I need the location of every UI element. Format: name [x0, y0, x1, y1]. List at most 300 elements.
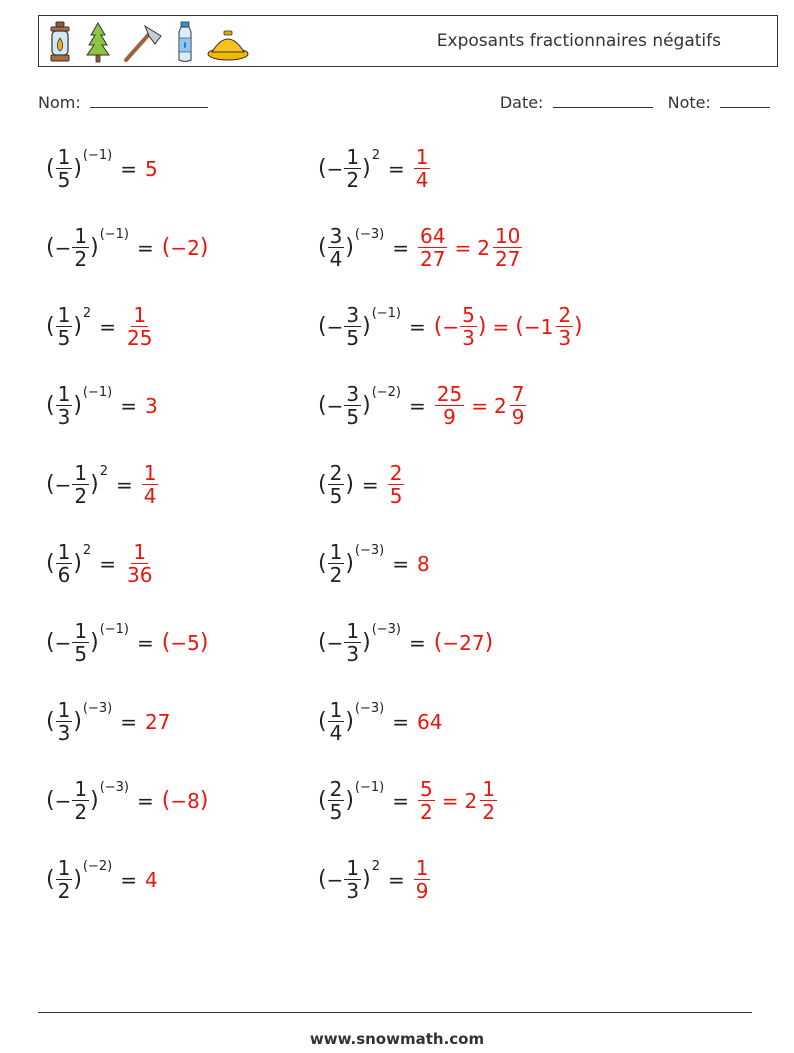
- footer-url: www.snowmath.com: [309, 1030, 485, 1048]
- denominator: 6: [57, 563, 71, 587]
- equals-sign: =: [99, 551, 116, 576]
- paren-open: (: [318, 314, 327, 339]
- question: [46, 541, 91, 586]
- answer: [434, 304, 583, 349]
- fraction: [414, 857, 431, 902]
- numerator: 3: [329, 224, 343, 248]
- equals-sign: =: [471, 393, 488, 418]
- paren-open: (: [318, 472, 327, 497]
- denominator: 3: [346, 642, 360, 666]
- paren-close: ): [345, 788, 354, 813]
- denominator: 9: [415, 879, 429, 903]
- fraction: [56, 699, 73, 744]
- denominator: 2: [346, 168, 360, 192]
- name-field: [38, 93, 208, 112]
- paren-close: ): [345, 551, 354, 576]
- problem-item: [318, 620, 493, 665]
- question: [318, 620, 401, 665]
- denominator: 3: [57, 721, 71, 745]
- fraction: [493, 225, 522, 270]
- equals-sign: =: [120, 709, 137, 734]
- problem-item: [46, 778, 208, 823]
- fraction: [480, 778, 497, 823]
- equals-sign: =: [392, 709, 409, 734]
- exponent: (−1): [82, 385, 113, 400]
- answer: [387, 462, 406, 507]
- integer: 5: [187, 630, 200, 655]
- paren-open: (: [318, 235, 327, 260]
- denominator: 5: [57, 168, 71, 192]
- name-blank[interactable]: [90, 93, 208, 108]
- paren-open: (: [46, 788, 55, 813]
- fraction: [72, 620, 89, 665]
- date-blank[interactable]: [553, 93, 653, 108]
- minus-sign: −: [326, 314, 344, 339]
- paren-close: ): [90, 630, 99, 655]
- exponent: (−2): [371, 385, 401, 400]
- answer: [124, 541, 155, 586]
- pine-tree-icon: [83, 20, 113, 64]
- numerator: 1: [133, 540, 147, 564]
- problem-item: [318, 699, 442, 744]
- numerator: 1: [57, 145, 71, 169]
- problem-item: [318, 462, 405, 507]
- minus-sign: −: [326, 156, 344, 181]
- integer: 64: [417, 709, 443, 734]
- question: [318, 541, 384, 586]
- numerator: 1: [415, 145, 429, 169]
- fraction: [435, 383, 464, 428]
- equals-sign: =: [409, 314, 426, 339]
- whole-part: 2: [493, 393, 507, 418]
- question: [46, 383, 112, 428]
- exponent: (−3): [354, 227, 385, 242]
- paren-open: (: [46, 235, 55, 260]
- paren-open: (: [46, 709, 55, 734]
- equals-sign: =: [392, 788, 409, 813]
- minus-sign: −: [326, 393, 344, 418]
- numerator: 1: [74, 461, 88, 485]
- denominator: 9: [443, 405, 456, 429]
- paren-open: (: [515, 314, 524, 339]
- fraction: [56, 541, 73, 586]
- numerator: 1: [482, 777, 495, 801]
- paren-open: (: [318, 156, 327, 181]
- exponent: (−2): [82, 859, 113, 874]
- denominator: 2: [74, 247, 88, 271]
- lantern-icon: [45, 20, 75, 64]
- whole-part: 2: [477, 235, 490, 260]
- paren-close: ): [362, 630, 371, 655]
- integer: 4: [145, 867, 158, 892]
- numerator: 2: [329, 777, 343, 801]
- answer: [162, 788, 209, 813]
- paren-close: ): [362, 314, 371, 339]
- exponent: (−1): [99, 622, 129, 637]
- problem-item: [318, 304, 583, 349]
- equals-sign: =: [120, 393, 137, 418]
- paren-open: (: [318, 630, 327, 655]
- equals-sign: =: [120, 867, 137, 892]
- numerator: 2: [329, 461, 343, 485]
- minus-sign: −: [170, 630, 188, 655]
- problem-item: [46, 146, 158, 191]
- minus-sign: −: [54, 472, 72, 497]
- fraction: [56, 857, 73, 902]
- paren-close: ): [73, 709, 82, 734]
- paren-open: (: [318, 867, 327, 892]
- denominator: 3: [346, 879, 360, 903]
- fraction: [328, 778, 345, 823]
- denominator: 5: [74, 642, 88, 666]
- exponent: 2: [82, 543, 92, 558]
- equals-sign: =: [392, 235, 409, 260]
- note-blank[interactable]: [720, 93, 770, 108]
- denominator: 3: [558, 326, 572, 350]
- denominator: 5: [57, 326, 71, 350]
- problem-item: [318, 541, 430, 586]
- question: [318, 146, 380, 191]
- paren-open: (: [46, 314, 55, 339]
- paren-open: (: [46, 867, 55, 892]
- exponent: (−3): [354, 701, 385, 716]
- numerator: 5: [462, 303, 475, 327]
- water-bottle-icon: [173, 20, 197, 64]
- numerator: 1: [346, 619, 360, 643]
- paren-close: ): [345, 235, 354, 260]
- numerator: 1: [133, 303, 147, 327]
- equals-sign: =: [392, 551, 409, 576]
- numerator: 1: [415, 856, 429, 880]
- numerator: 1: [57, 303, 71, 327]
- fraction: [328, 225, 345, 270]
- equals-sign: =: [99, 314, 116, 339]
- question: [318, 304, 401, 349]
- question: [318, 699, 384, 744]
- question: [46, 304, 91, 349]
- equals-sign: =: [409, 393, 426, 418]
- question: [46, 462, 108, 507]
- answer: [124, 304, 155, 349]
- problem-item: [318, 778, 498, 823]
- numerator: 1: [143, 461, 157, 485]
- minus-sign: −: [170, 235, 188, 260]
- numerator: 3: [346, 382, 360, 406]
- paren-close: ): [484, 630, 494, 655]
- answer: [413, 146, 432, 191]
- denominator: 2: [482, 800, 495, 824]
- paren-close: ): [345, 472, 354, 497]
- answer: [413, 857, 432, 902]
- paren-close: ): [73, 867, 82, 892]
- date-label: Date:: [499, 93, 544, 112]
- equals-sign: =: [137, 630, 154, 655]
- minus-sign: −: [326, 630, 344, 655]
- paren-open: (: [318, 551, 327, 576]
- numerator: 3: [346, 303, 360, 327]
- paren-close: ): [477, 314, 487, 339]
- denominator: 2: [74, 484, 88, 508]
- exponent: (−1): [82, 148, 113, 163]
- integer: 3: [145, 393, 158, 418]
- denominator: 25: [126, 326, 153, 350]
- paren-close: ): [362, 156, 371, 181]
- icon-strip: [45, 19, 251, 65]
- denominator: 27: [420, 247, 446, 271]
- problem-item: [46, 383, 158, 428]
- name-label: Nom:: [38, 93, 81, 112]
- problem-item: [46, 462, 159, 507]
- fraction: [344, 383, 361, 428]
- denominator: 27: [494, 247, 521, 271]
- paren-close: ): [73, 156, 82, 181]
- paren-close: ): [199, 630, 209, 655]
- fraction: [142, 462, 159, 507]
- integer: 5: [145, 156, 158, 181]
- integer: 27: [145, 709, 171, 734]
- numerator: 7: [511, 382, 525, 406]
- denominator: 4: [329, 247, 343, 271]
- question: [46, 857, 112, 902]
- fraction: [344, 857, 361, 902]
- problem-item: [46, 699, 170, 744]
- denominator: 4: [329, 721, 343, 745]
- whole-part: 2: [464, 788, 478, 813]
- minus-sign: −: [442, 630, 460, 655]
- denominator: 3: [462, 326, 475, 350]
- answer: [434, 383, 528, 428]
- answer: [417, 778, 498, 823]
- paren-open: (: [46, 393, 55, 418]
- denominator: 36: [126, 563, 153, 587]
- denominator: 3: [57, 405, 71, 429]
- paren-close: ): [90, 788, 99, 813]
- exponent: (−1): [99, 227, 129, 242]
- denominator: 5: [346, 405, 360, 429]
- question: [318, 857, 380, 902]
- axe-icon: [121, 20, 165, 64]
- numerator: 1: [329, 698, 343, 722]
- equals-sign: =: [441, 788, 459, 813]
- question: [46, 699, 112, 744]
- paren-close: ): [362, 867, 371, 892]
- paren-close: ): [362, 393, 371, 418]
- equals-sign: =: [387, 156, 405, 181]
- question: [46, 778, 129, 823]
- exponent: 2: [371, 148, 380, 163]
- paren-open: (: [433, 314, 443, 339]
- equals-sign: =: [137, 788, 154, 813]
- equals-sign: =: [454, 235, 472, 260]
- worksheet-header: [38, 15, 778, 67]
- equals-sign: =: [492, 314, 510, 339]
- question: [318, 462, 354, 507]
- exponent: 2: [82, 306, 92, 321]
- problem-item: [318, 857, 431, 902]
- fraction: [418, 225, 447, 270]
- fraction: [388, 462, 405, 507]
- denominator: 2: [329, 563, 343, 587]
- fraction: [556, 304, 573, 349]
- answer: [417, 710, 442, 734]
- denominator: 4: [415, 168, 429, 192]
- denominator: 2: [420, 800, 433, 824]
- question: [46, 225, 129, 270]
- answer: [417, 225, 523, 270]
- problem-item: [46, 304, 155, 349]
- numerator: 64: [420, 224, 446, 248]
- paren-close: ): [73, 551, 82, 576]
- fraction: [56, 304, 73, 349]
- denominator: 9: [511, 405, 525, 429]
- denominator: 2: [57, 879, 71, 903]
- numerator: 1: [74, 224, 88, 248]
- problem-item: [318, 383, 527, 428]
- problem-item: [318, 225, 523, 270]
- numerator: 1: [57, 856, 71, 880]
- minus-sign: −: [442, 314, 460, 339]
- fraction: [72, 225, 89, 270]
- integer: 8: [417, 551, 430, 576]
- fraction: [72, 778, 89, 823]
- footer-divider: [38, 1012, 752, 1013]
- note-label: Note:: [667, 93, 711, 112]
- answer: [417, 552, 430, 576]
- paren-close: ): [199, 788, 209, 813]
- minus-sign: −: [326, 867, 344, 892]
- integer: 2: [187, 235, 200, 260]
- exponent: (−3): [371, 622, 401, 637]
- minus-sign: −: [523, 314, 541, 339]
- exponent: 2: [371, 859, 380, 874]
- equals-sign: =: [361, 472, 379, 497]
- worksheet-title: Exposants fractionnaires négatifs: [436, 31, 721, 51]
- paren-close: ): [90, 472, 99, 497]
- paren-open: (: [318, 788, 327, 813]
- equals-sign: =: [409, 630, 426, 655]
- numerator: 5: [420, 777, 433, 801]
- exponent: 2: [99, 464, 108, 479]
- paren-close: ): [345, 709, 354, 734]
- answer: [434, 630, 493, 655]
- exponent: (−1): [354, 780, 385, 795]
- paren-open: (: [46, 156, 55, 181]
- fraction: [418, 778, 435, 823]
- paren-open: (: [433, 630, 443, 655]
- fraction: [328, 541, 345, 586]
- question: [318, 225, 384, 270]
- paren-close: ): [90, 235, 99, 260]
- question: [318, 383, 401, 428]
- fraction: [125, 304, 154, 349]
- fraction: [344, 620, 361, 665]
- numerator: 2: [558, 303, 572, 327]
- denominator: 5: [329, 484, 343, 508]
- fraction: [510, 383, 527, 428]
- answer: [145, 157, 158, 181]
- date-note-fields: [500, 93, 770, 112]
- fraction: [344, 304, 361, 349]
- exponent: (−3): [99, 780, 129, 795]
- problem-item: [46, 225, 208, 270]
- minus-sign: −: [54, 630, 72, 655]
- fraction: [414, 146, 431, 191]
- paren-open: (: [46, 551, 55, 576]
- paren-open: (: [161, 788, 171, 813]
- fraction: [460, 304, 477, 349]
- numerator: 1: [329, 540, 343, 564]
- integer: 27: [459, 630, 485, 655]
- answer: [141, 462, 160, 507]
- paren-open: (: [161, 235, 171, 260]
- minus-sign: −: [54, 235, 72, 260]
- problem-item: [46, 541, 155, 586]
- question: [46, 146, 112, 191]
- problem-item: [318, 146, 431, 191]
- denominator: 4: [143, 484, 157, 508]
- numerator: 25: [436, 382, 463, 406]
- numerator: 1: [346, 145, 360, 169]
- paren-close: ): [574, 314, 583, 339]
- numerator: 1: [74, 777, 88, 801]
- numerator: 1: [57, 698, 71, 722]
- fraction: [56, 383, 73, 428]
- denominator: 5: [329, 800, 343, 824]
- integer: 8: [187, 788, 200, 813]
- question: [318, 778, 384, 823]
- exponent: (−3): [354, 543, 385, 558]
- fraction: [328, 462, 345, 507]
- fraction: [72, 462, 89, 507]
- denominator: 5: [389, 484, 403, 508]
- answer: [145, 394, 158, 418]
- equals-sign: =: [387, 867, 405, 892]
- numerator: 10: [494, 224, 521, 248]
- equals-sign: =: [115, 472, 133, 497]
- exponent: (−1): [371, 306, 401, 321]
- answer: [162, 630, 209, 655]
- answer: [145, 868, 158, 892]
- numerator: 1: [346, 856, 360, 880]
- minus-sign: −: [170, 788, 188, 813]
- fraction: [328, 699, 345, 744]
- equals-sign: =: [137, 235, 154, 260]
- paren-open: (: [318, 709, 327, 734]
- answer: [162, 235, 209, 260]
- numerator: 2: [389, 461, 403, 485]
- question: [46, 620, 129, 665]
- camp-stove-icon: [205, 20, 251, 64]
- fraction: [56, 146, 73, 191]
- paren-open: (: [46, 472, 55, 497]
- denominator: 5: [346, 326, 360, 350]
- paren-close: ): [199, 235, 209, 260]
- fraction: [125, 541, 154, 586]
- numerator: 1: [57, 382, 71, 406]
- equals-sign: =: [120, 156, 137, 181]
- paren-open: (: [46, 630, 55, 655]
- paren-open: (: [161, 630, 171, 655]
- numerator: 1: [57, 540, 71, 564]
- problem-item: [46, 857, 158, 902]
- paren-open: (: [318, 393, 327, 418]
- answer: [145, 710, 170, 734]
- exponent: (−3): [82, 701, 113, 716]
- minus-sign: −: [54, 788, 72, 813]
- paren-close: ): [73, 393, 82, 418]
- numerator: 1: [74, 619, 88, 643]
- whole-part: 1: [540, 314, 554, 339]
